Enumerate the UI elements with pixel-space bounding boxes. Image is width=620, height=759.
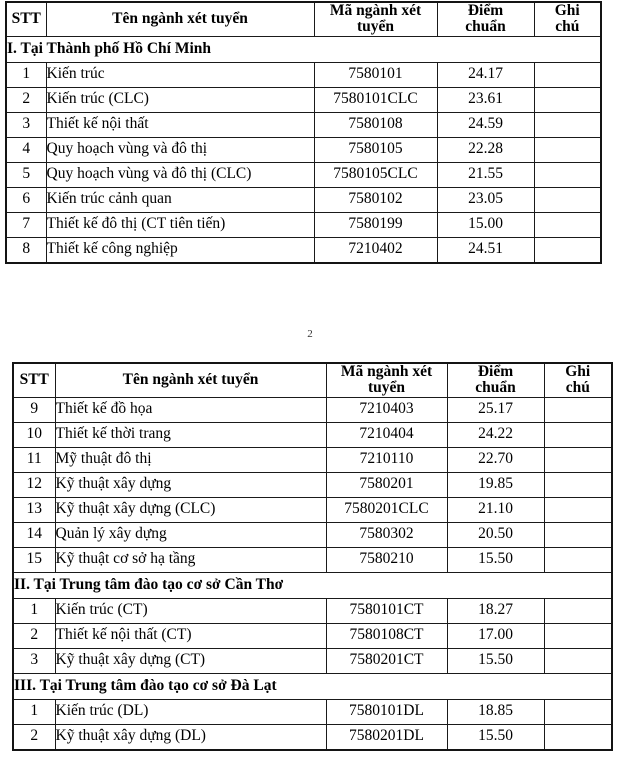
- cell-major-name: Thiết kế thời trang: [55, 422, 326, 447]
- cell-major-code: 7580101CT: [326, 598, 447, 623]
- cell-major-name: Mỹ thuật đô thị: [55, 447, 326, 472]
- cell-benchmark-score: 17.00: [447, 623, 544, 648]
- column-header-stt: STT: [13, 363, 55, 397]
- table-row: [13, 397, 612, 422]
- cell-major-code: 7580101DL: [326, 699, 447, 724]
- cell-benchmark-score: 21.55: [437, 162, 534, 187]
- page-number: 2: [307, 328, 313, 340]
- section-heading-hcmc: I. Tại Thành phố Hồ Chí Minh: [6, 36, 601, 62]
- cell-benchmark-score: 22.70: [447, 447, 544, 472]
- cell-stt: 8: [6, 237, 46, 263]
- cell-note: [534, 87, 601, 112]
- cell-stt: 1: [13, 699, 55, 724]
- cell-note: [534, 137, 601, 162]
- table-one-header: [6, 2, 601, 36]
- section-heading-can-tho: II. Tại Trung tâm đào tạo cơ sở Cần Thơ: [13, 572, 612, 598]
- cell-major-code: 7580201CLC: [326, 497, 447, 522]
- table-row: [13, 422, 612, 447]
- cell-benchmark-score: 24.59: [437, 112, 534, 137]
- cell-note: [544, 422, 612, 447]
- table-row: [6, 212, 601, 237]
- cell-note: [544, 623, 612, 648]
- table-row: [6, 237, 601, 263]
- cell-major-name: Kỹ thuật xây dựng (CT): [55, 648, 326, 673]
- cell-major-name: Thiết kế công nghiệp: [46, 237, 314, 263]
- table-row: [6, 87, 601, 112]
- table-row: [13, 522, 612, 547]
- table-header-row: [13, 363, 612, 397]
- cell-benchmark-score: 25.17: [447, 397, 544, 422]
- cell-note: [544, 598, 612, 623]
- cell-major-name: Kiến trúc cảnh quan: [46, 187, 314, 212]
- cell-major-code: 7580201CT: [326, 648, 447, 673]
- admission-scores-table-part-1: [5, 1, 602, 264]
- column-header-note-line2: chú: [565, 379, 590, 397]
- column-header-note-line2: chú: [555, 18, 580, 36]
- cell-major-name: Thiết kế nội thất (CT): [55, 623, 326, 648]
- cell-stt: 14: [13, 522, 55, 547]
- cell-major-code: 7580201: [326, 472, 447, 497]
- table-row: [13, 447, 612, 472]
- table-two-header: [13, 363, 612, 397]
- cell-stt: 4: [6, 137, 46, 162]
- cell-benchmark-score: 21.10: [447, 497, 544, 522]
- cell-benchmark-score: 18.85: [447, 699, 544, 724]
- cell-major-code: 7580199: [314, 212, 437, 237]
- cell-benchmark-score: 24.22: [447, 422, 544, 447]
- column-header-benchmark-score-line1: Điểm: [467, 2, 504, 19]
- table-row: [13, 699, 612, 724]
- cell-benchmark-score: 20.50: [447, 522, 544, 547]
- cell-benchmark-score: 19.85: [447, 472, 544, 497]
- table-header-row: [6, 2, 601, 36]
- cell-major-name: Quy hoạch vùng và đô thị (CLC): [46, 162, 314, 187]
- cell-major-name: Kiến trúc (CLC): [46, 87, 314, 112]
- cell-stt: 2: [13, 623, 55, 648]
- cell-note: [544, 447, 612, 472]
- cell-benchmark-score: 22.28: [437, 137, 534, 162]
- column-header-benchmark-score-line1: Điểm: [477, 363, 514, 380]
- cell-stt: 2: [13, 724, 55, 750]
- cell-stt: 9: [13, 397, 55, 422]
- cell-major-name: Thiết kế đồ họa: [55, 397, 326, 422]
- cell-benchmark-score: 24.51: [437, 237, 534, 263]
- cell-stt: 12: [13, 472, 55, 497]
- table-row: [6, 187, 601, 212]
- cell-stt: 5: [6, 162, 46, 187]
- cell-benchmark-score: 15.50: [447, 648, 544, 673]
- column-header-note-line1: Ghi: [565, 363, 591, 380]
- cell-note: [534, 112, 601, 137]
- table-row: [13, 497, 612, 522]
- cell-note: [544, 648, 612, 673]
- table-two-body: [13, 397, 612, 750]
- cell-stt: 1: [6, 62, 46, 87]
- cell-major-name: Kỹ thuật xây dựng (CLC): [55, 497, 326, 522]
- cell-benchmark-score: 18.27: [447, 598, 544, 623]
- table-row: [6, 162, 601, 187]
- cell-note: [544, 522, 612, 547]
- table-one-body: [6, 36, 601, 263]
- cell-stt: 2: [6, 87, 46, 112]
- cell-stt: 15: [13, 547, 55, 572]
- cell-major-code: 7580201DL: [326, 724, 447, 750]
- cell-benchmark-score: 15.50: [447, 547, 544, 572]
- cell-note: [544, 547, 612, 572]
- cell-benchmark-score: 23.61: [437, 87, 534, 112]
- column-header-stt: STT: [6, 2, 46, 36]
- cell-major-code: 7580108CT: [326, 623, 447, 648]
- cell-major-name: Kỹ thuật xây dựng: [55, 472, 326, 497]
- column-header-major-code-line1: Mã ngành xét: [329, 2, 422, 19]
- column-header-note-line1: Ghi: [554, 2, 580, 19]
- table-row: [6, 137, 601, 162]
- cell-major-name: Thiết kế đô thị (CT tiên tiến): [46, 212, 314, 237]
- cell-major-code: 7210404: [326, 422, 447, 447]
- cell-stt: 1: [13, 598, 55, 623]
- cell-major-code: 7580105: [314, 137, 437, 162]
- column-header-benchmark-score: [437, 2, 534, 36]
- column-header-major-code: [314, 2, 437, 36]
- table-row: [13, 547, 612, 572]
- cell-major-name: Kỹ thuật xây dựng (DL): [55, 724, 326, 750]
- cell-note: [534, 62, 601, 87]
- cell-major-code: 7580210: [326, 547, 447, 572]
- cell-major-name: Kiến trúc (DL): [55, 699, 326, 724]
- cell-major-name: Kỹ thuật cơ sở hạ tầng: [55, 547, 326, 572]
- cell-note: [534, 212, 601, 237]
- cell-benchmark-score: 15.50: [447, 724, 544, 750]
- section-heading-row: [13, 572, 612, 598]
- table-row: [6, 62, 601, 87]
- cell-major-code: 7580101CLC: [314, 87, 437, 112]
- cell-note: [534, 162, 601, 187]
- table-row: [13, 623, 612, 648]
- cell-major-name: Quản lý xây dựng: [55, 522, 326, 547]
- column-header-major-code: [326, 363, 447, 397]
- column-header-major-name: Tên ngành xét tuyển: [55, 363, 326, 397]
- cell-major-code: 7580108: [314, 112, 437, 137]
- cell-stt: 3: [6, 112, 46, 137]
- table-row: [13, 648, 612, 673]
- cell-note: [544, 724, 612, 750]
- cell-stt: 13: [13, 497, 55, 522]
- cell-major-name: Kiến trúc: [46, 62, 314, 87]
- cell-stt: 7: [6, 212, 46, 237]
- cell-note: [544, 472, 612, 497]
- cell-major-code: 7580105CLC: [314, 162, 437, 187]
- column-header-note: [544, 363, 612, 397]
- cell-major-code: 7580302: [326, 522, 447, 547]
- column-header-benchmark-score-line2: chuẩn: [465, 18, 506, 36]
- cell-major-code: 7210110: [326, 447, 447, 472]
- column-header-major-code-line2: tuyển: [356, 18, 395, 36]
- cell-major-code: 7210402: [314, 237, 437, 263]
- cell-note: [544, 699, 612, 724]
- column-header-benchmark-score: [447, 363, 544, 397]
- column-header-major-code-line2: tuyển: [367, 379, 406, 397]
- section-heading-da-lat: III. Tại Trung tâm đào tạo cơ sở Đà Lạt: [13, 673, 612, 699]
- cell-stt: 3: [13, 648, 55, 673]
- admission-scores-table-part-2: [12, 362, 613, 751]
- table-row: [13, 724, 612, 750]
- cell-note: [544, 497, 612, 522]
- cell-major-name: Thiết kế nội thất: [46, 112, 314, 137]
- table-row: [13, 598, 612, 623]
- column-header-major-name: Tên ngành xét tuyển: [46, 2, 314, 36]
- cell-benchmark-score: 23.05: [437, 187, 534, 212]
- column-header-note: [534, 2, 601, 36]
- cell-stt: 11: [13, 447, 55, 472]
- cell-major-name: Kiến trúc (CT): [55, 598, 326, 623]
- cell-major-code: 7580102: [314, 187, 437, 212]
- cell-stt: 10: [13, 422, 55, 447]
- table-row: [13, 472, 612, 497]
- section-heading-row: [13, 673, 612, 699]
- cell-benchmark-score: 15.00: [437, 212, 534, 237]
- cell-major-code: 7580101: [314, 62, 437, 87]
- column-header-benchmark-score-line2: chuẩn: [475, 379, 516, 397]
- column-header-major-code-line1: Mã ngành xét: [340, 363, 433, 380]
- cell-note: [544, 397, 612, 422]
- cell-major-code: 7210403: [326, 397, 447, 422]
- cell-note: [534, 237, 601, 263]
- cell-stt: 6: [6, 187, 46, 212]
- cell-major-name: Quy hoạch vùng và đô thị: [46, 137, 314, 162]
- table-row: [6, 112, 601, 137]
- cell-note: [534, 187, 601, 212]
- cell-benchmark-score: 24.17: [437, 62, 534, 87]
- section-heading-row: [6, 36, 601, 62]
